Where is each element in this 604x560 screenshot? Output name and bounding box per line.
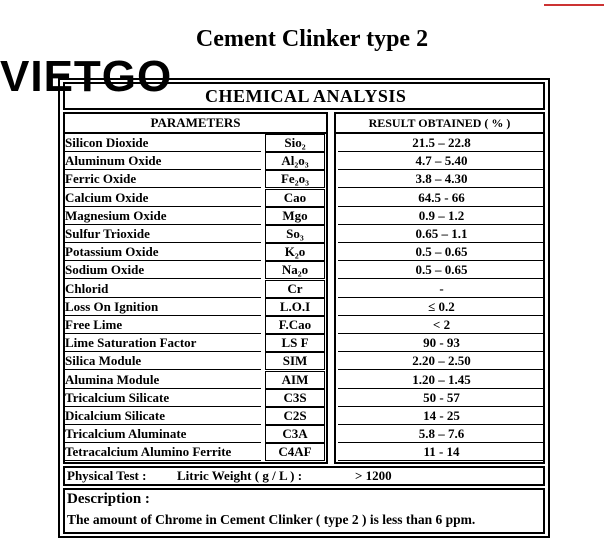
parameter-symbol: Fe₂o₃ bbox=[265, 170, 325, 188]
description-label: Description : bbox=[67, 491, 150, 507]
parameter-name: Calcium Oxide bbox=[65, 189, 149, 205]
parameter-symbol: AIM bbox=[265, 371, 325, 389]
parameter-name: Sodium Oxide bbox=[65, 262, 145, 278]
description-text: The amount of Chrome in Cement Clinker ( type 2 ) is less than 6 ppm. bbox=[67, 512, 476, 527]
parameter-name: Tricalcium Aluminate bbox=[65, 426, 187, 442]
table-row bbox=[63, 298, 545, 316]
result-value: 11 - 14 bbox=[423, 444, 460, 460]
table-row bbox=[63, 280, 545, 298]
result-value: ≤ 0.2 bbox=[428, 298, 455, 314]
table-row bbox=[63, 152, 545, 170]
parameter-name: Free Lime bbox=[65, 317, 123, 332]
results-header: RESULT OBTAINED ( % ) bbox=[336, 114, 543, 134]
table-row bbox=[63, 352, 545, 370]
parameter-name: Ferric Oxide bbox=[65, 171, 137, 187]
result-value: 14 - 25 bbox=[423, 408, 460, 423]
parameter-name: Magnesium Oxide bbox=[65, 207, 167, 223]
parameter-symbol: L.O.I bbox=[265, 298, 325, 316]
parameter-symbol: F.Cao bbox=[265, 316, 325, 334]
table-row bbox=[63, 243, 545, 261]
litric-weight-label: Litric Weight ( g / L ) : bbox=[177, 468, 303, 483]
top-edge-rule bbox=[544, 4, 604, 6]
table-row bbox=[63, 389, 545, 407]
parameter-name: Dicalcium Silicate bbox=[65, 408, 166, 423]
result-value: 1.20 – 1.45 bbox=[412, 371, 471, 387]
table-row bbox=[63, 207, 545, 225]
parameter-name: Tricalcium Silicate bbox=[65, 389, 170, 405]
result-value: 4.7 – 5.40 bbox=[415, 153, 468, 169]
result-value: 5.8 – 7.6 bbox=[418, 426, 465, 442]
description-box bbox=[63, 488, 545, 534]
parameter-name: Alumina Module bbox=[65, 371, 160, 387]
row-divider bbox=[338, 460, 545, 461]
parameter-name: Loss On Ignition bbox=[65, 298, 159, 314]
document-title: Cement Clinker type 2 bbox=[195, 26, 429, 52]
table-row bbox=[63, 316, 545, 334]
row-divider bbox=[63, 460, 261, 461]
table-row bbox=[63, 443, 545, 461]
table-row bbox=[63, 371, 545, 389]
parameter-symbol: C3A bbox=[265, 425, 325, 443]
parameter-name: Sulfur Trioxide bbox=[65, 226, 150, 241]
result-value: 2.20 – 2.50 bbox=[412, 353, 471, 369]
parameter-name: Chlorid bbox=[65, 280, 109, 296]
result-value: 3.8 – 4.30 bbox=[415, 171, 468, 187]
physical-test-label: Physical Test : bbox=[67, 468, 147, 483]
result-value: 64.5 - 66 bbox=[418, 189, 465, 205]
parameter-symbol: Al₂o₃ bbox=[265, 152, 325, 170]
result-value: 90 - 93 bbox=[423, 335, 460, 351]
table-row bbox=[63, 134, 545, 152]
table-row bbox=[63, 334, 545, 352]
table-row bbox=[63, 225, 545, 243]
parameter-symbol: LS F bbox=[265, 334, 325, 352]
section-title: CHEMICAL ANALYSIS bbox=[205, 86, 407, 106]
parameter-name: Silica Module bbox=[65, 353, 142, 369]
result-value: - bbox=[439, 280, 444, 296]
result-value: 0.9 – 1.2 bbox=[418, 207, 465, 223]
parameter-name: Tetracalcium Alumino Ferrite bbox=[65, 444, 232, 460]
parameter-symbol: C2S bbox=[265, 407, 325, 425]
parameter-symbol: Cr bbox=[265, 280, 325, 298]
table-row bbox=[63, 407, 545, 425]
result-value: 0.5 – 0.65 bbox=[415, 244, 468, 260]
result-value: 0.65 – 1.1 bbox=[415, 226, 468, 241]
parameter-name: Silicon Dioxide bbox=[65, 135, 149, 150]
parameter-symbol: C4AF bbox=[265, 443, 325, 461]
parameter-symbol: Cao bbox=[265, 189, 325, 207]
vietgo-watermark: VIETGO bbox=[0, 52, 173, 101]
parameter-name: Aluminum Oxide bbox=[65, 153, 162, 169]
parameter-symbol: SIM bbox=[265, 352, 325, 370]
table-row bbox=[63, 261, 545, 279]
result-value: < 2 bbox=[432, 317, 451, 332]
table-row bbox=[63, 425, 545, 443]
physical-test-row bbox=[63, 466, 545, 486]
parameter-symbol: Mgo bbox=[265, 207, 325, 225]
parameter-symbol: Sio₂ bbox=[265, 134, 325, 152]
parameter-symbol: Na₂o bbox=[265, 261, 325, 279]
parameter-name: Potassium Oxide bbox=[65, 244, 159, 260]
result-value: 50 - 57 bbox=[423, 389, 460, 405]
result-value: 21.5 – 22.8 bbox=[412, 135, 471, 150]
parameters-header: PARAMETERS bbox=[65, 114, 326, 134]
litric-weight-value: > 1200 bbox=[355, 468, 392, 483]
parameter-symbol: So₃ bbox=[265, 225, 325, 243]
parameter-name: Lime Saturation Factor bbox=[65, 335, 197, 351]
result-value: 0.5 – 0.65 bbox=[415, 262, 468, 278]
parameter-symbol: K₂o bbox=[265, 243, 325, 261]
table-row bbox=[63, 170, 545, 188]
parameter-symbol: C3S bbox=[265, 389, 325, 407]
table-row bbox=[63, 189, 545, 207]
